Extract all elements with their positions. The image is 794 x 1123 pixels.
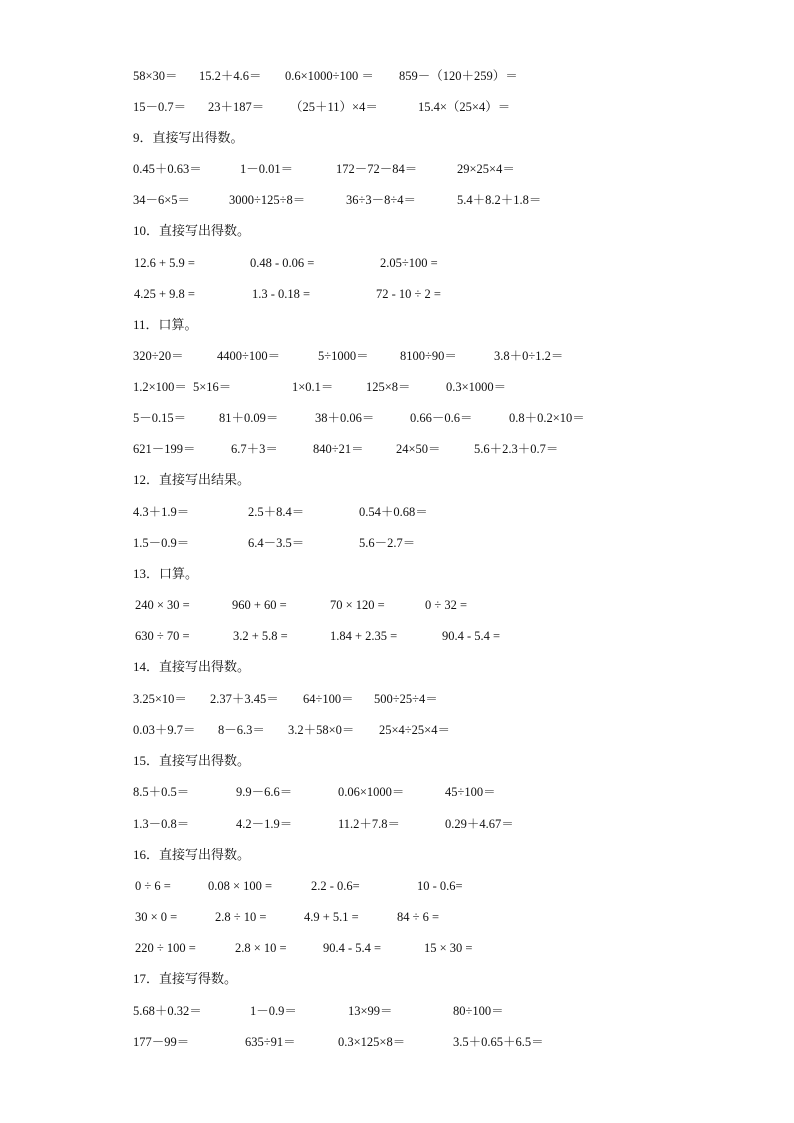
arithmetic-problem: 4.3＋1.9＝	[133, 505, 190, 519]
arithmetic-problem: 3.8＋0÷1.2＝	[494, 349, 564, 363]
arithmetic-problem: 177－99＝	[133, 1035, 190, 1049]
arithmetic-problem: 2.8 ÷ 10 =	[215, 910, 267, 924]
arithmetic-problem: 38＋0.06＝	[315, 411, 375, 425]
arithmetic-problem: 3.2＋58×0＝	[288, 723, 355, 737]
arithmetic-problem: 5.6－2.7＝	[359, 536, 416, 550]
arithmetic-problem: 8100÷90＝	[400, 349, 457, 363]
problem-row	[0, 191, 794, 209]
problem-row	[0, 1033, 794, 1051]
problem-row	[0, 347, 794, 365]
arithmetic-problem: 5－0.15＝	[133, 411, 187, 425]
question-heading-row	[0, 222, 794, 240]
arithmetic-problem: 172－72－84＝	[336, 162, 418, 176]
arithmetic-problem: 0.29＋4.67＝	[445, 817, 514, 831]
arithmetic-problem: 0.8＋0.2×10＝	[509, 411, 585, 425]
arithmetic-problem: 4400÷100＝	[217, 349, 281, 363]
arithmetic-problem: 0.66－0.6＝	[410, 411, 473, 425]
arithmetic-problem: 125×8＝	[366, 380, 411, 394]
question-heading-row	[0, 970, 794, 988]
arithmetic-problem: 25×4÷25×4＝	[379, 723, 450, 737]
arithmetic-problem: 11.2＋7.8＝	[338, 817, 401, 831]
problem-row	[0, 627, 794, 645]
arithmetic-problem: 840÷21＝	[313, 442, 364, 456]
arithmetic-problem: 81＋0.09＝	[219, 411, 279, 425]
arithmetic-problem: 70 × 120 =	[330, 598, 385, 612]
arithmetic-problem: 10 - 0.6=	[417, 879, 463, 893]
arithmetic-problem: 29×25×4＝	[457, 162, 515, 176]
arithmetic-problem: 2.05÷100 =	[380, 256, 438, 270]
problem-row	[0, 908, 794, 926]
arithmetic-problem: 0.06×1000＝	[338, 785, 405, 799]
problem-row	[0, 67, 794, 85]
problem-row	[0, 783, 794, 801]
arithmetic-problem: 5÷1000＝	[318, 349, 369, 363]
problem-row	[0, 1002, 794, 1020]
arithmetic-problem: 240 × 30 =	[135, 598, 190, 612]
question-heading: 16．直接写出得数。	[133, 847, 251, 862]
arithmetic-problem: 635÷91＝	[245, 1035, 296, 1049]
arithmetic-problem: 4.25 + 9.8 =	[134, 287, 195, 301]
problem-row	[0, 939, 794, 957]
arithmetic-problem: 13×99＝	[348, 1004, 393, 1018]
question-heading: 10．直接写出得数。	[133, 223, 251, 238]
arithmetic-problem: 2.37＋3.45＝	[210, 692, 279, 706]
arithmetic-problem: 859－（120＋259）＝	[399, 69, 518, 83]
arithmetic-problem: 80÷100＝	[453, 1004, 504, 1018]
problem-row	[0, 98, 794, 116]
problem-row	[0, 877, 794, 895]
question-heading: 12．直接写出结果。	[133, 472, 251, 487]
arithmetic-problem: 15.2＋4.6＝	[199, 69, 262, 83]
question-heading: 17．直接写得数。	[133, 971, 238, 986]
arithmetic-problem: 5.6＋2.3＋0.7＝	[474, 442, 559, 456]
arithmetic-problem: 15 × 30 =	[424, 941, 473, 955]
arithmetic-problem: 4.2－1.9＝	[236, 817, 293, 831]
arithmetic-problem: 3.2 + 5.8 =	[233, 629, 288, 643]
arithmetic-problem: 34－6×5＝	[133, 193, 191, 207]
arithmetic-problem: 1.84 + 2.35 =	[330, 629, 398, 643]
problem-row	[0, 534, 794, 552]
problem-row	[0, 596, 794, 614]
arithmetic-problem: 1－0.01＝	[240, 162, 294, 176]
arithmetic-problem: 12.6 + 5.9 =	[134, 256, 195, 270]
arithmetic-problem: 960 + 60 =	[232, 598, 287, 612]
question-heading: 14．直接写出得数。	[133, 659, 251, 674]
arithmetic-problem: 621－199＝	[133, 442, 196, 456]
arithmetic-problem: 2.5＋8.4＝	[248, 505, 305, 519]
question-heading-row	[0, 471, 794, 489]
problem-row	[0, 254, 794, 272]
arithmetic-problem: 5.68＋0.32＝	[133, 1004, 202, 1018]
arithmetic-problem: 0 ÷ 6 =	[135, 879, 171, 893]
arithmetic-problem: 0.45＋0.63＝	[133, 162, 202, 176]
arithmetic-problem: 1.5－0.9＝	[133, 536, 190, 550]
question-heading-row	[0, 316, 794, 334]
arithmetic-problem: 6.7＋3＝	[231, 442, 278, 456]
arithmetic-problem: 320÷20＝	[133, 349, 184, 363]
arithmetic-problem: 64÷100＝	[303, 692, 354, 706]
problem-row	[0, 690, 794, 708]
problem-row	[0, 285, 794, 303]
arithmetic-problem: 24×50＝	[396, 442, 441, 456]
question-heading: 11．口算。	[133, 317, 198, 332]
question-heading: 13．口算。	[133, 566, 199, 581]
problem-row	[0, 409, 794, 427]
arithmetic-problem: 5.4＋8.2＋1.8＝	[457, 193, 542, 207]
arithmetic-problem: 45÷100＝	[445, 785, 496, 799]
arithmetic-problem: 1.3 - 0.18 =	[252, 287, 311, 301]
question-heading: 9．直接写出得数。	[133, 130, 244, 145]
arithmetic-problem: 3.25×10＝	[133, 692, 187, 706]
arithmetic-problem: 15.4×（25×4）＝	[418, 100, 511, 114]
problem-row	[0, 440, 794, 458]
arithmetic-problem: 8.5＋0.5＝	[133, 785, 190, 799]
problem-row	[0, 721, 794, 739]
arithmetic-problem: 220 ÷ 100 =	[135, 941, 196, 955]
arithmetic-problem: 0.6×1000÷100 ＝	[285, 69, 374, 83]
problem-row	[0, 503, 794, 521]
arithmetic-problem: 23＋187＝	[208, 100, 265, 114]
question-heading-row	[0, 129, 794, 147]
arithmetic-problem: 6.4－3.5＝	[248, 536, 305, 550]
question-heading: 15．直接写出得数。	[133, 753, 251, 768]
arithmetic-problem: 8－6.3＝	[218, 723, 265, 737]
arithmetic-problem: 2.2 - 0.6=	[311, 879, 360, 893]
arithmetic-problem: 4.9 + 5.1 =	[304, 910, 359, 924]
arithmetic-problem: 1×0.1＝	[292, 380, 334, 394]
arithmetic-problem: 0.08 × 100 =	[208, 879, 273, 893]
arithmetic-problem: 9.9－6.6＝	[236, 785, 293, 799]
arithmetic-problem: 500÷25÷4＝	[374, 692, 438, 706]
arithmetic-problem: （25＋11）×4＝	[290, 100, 378, 114]
arithmetic-problem: 58×30＝	[133, 69, 178, 83]
arithmetic-problem: 0 ÷ 32 =	[425, 598, 468, 612]
arithmetic-problem: 0.48 - 0.06 =	[250, 256, 315, 270]
arithmetic-problem: 3000÷125÷8＝	[229, 193, 306, 207]
arithmetic-problem: 5×16＝	[193, 380, 232, 394]
arithmetic-problem: 15－0.7＝	[133, 100, 187, 114]
arithmetic-problem: 0.03＋9.7＝	[133, 723, 196, 737]
arithmetic-problem: 3.5＋0.65＋6.5＝	[453, 1035, 544, 1049]
question-heading-row	[0, 846, 794, 864]
arithmetic-problem: 630 ÷ 70 =	[135, 629, 190, 643]
arithmetic-problem: 36÷3－8÷4＝	[346, 193, 416, 207]
arithmetic-problem: 84 ÷ 6 =	[397, 910, 440, 924]
question-heading-row	[0, 658, 794, 676]
arithmetic-problem: 1.2×100＝	[133, 380, 187, 394]
arithmetic-problem: 0.3×1000＝	[446, 380, 507, 394]
arithmetic-problem: 72 - 10 ÷ 2 =	[376, 287, 441, 301]
arithmetic-problem: 1.3－0.8＝	[133, 817, 190, 831]
problem-row	[0, 378, 794, 396]
arithmetic-problem: 2.8 × 10 =	[235, 941, 287, 955]
problem-row	[0, 815, 794, 833]
problem-row	[0, 160, 794, 178]
arithmetic-problem: 90.4 - 5.4 =	[323, 941, 382, 955]
arithmetic-problem: 90.4 - 5.4 =	[442, 629, 501, 643]
arithmetic-problem: 0.3×125×8＝	[338, 1035, 406, 1049]
arithmetic-problem: 0.54＋0.68＝	[359, 505, 428, 519]
arithmetic-problem: 30 × 0 =	[135, 910, 178, 924]
question-heading-row	[0, 752, 794, 770]
question-heading-row	[0, 565, 794, 583]
arithmetic-problem: 1－0.9＝	[250, 1004, 297, 1018]
